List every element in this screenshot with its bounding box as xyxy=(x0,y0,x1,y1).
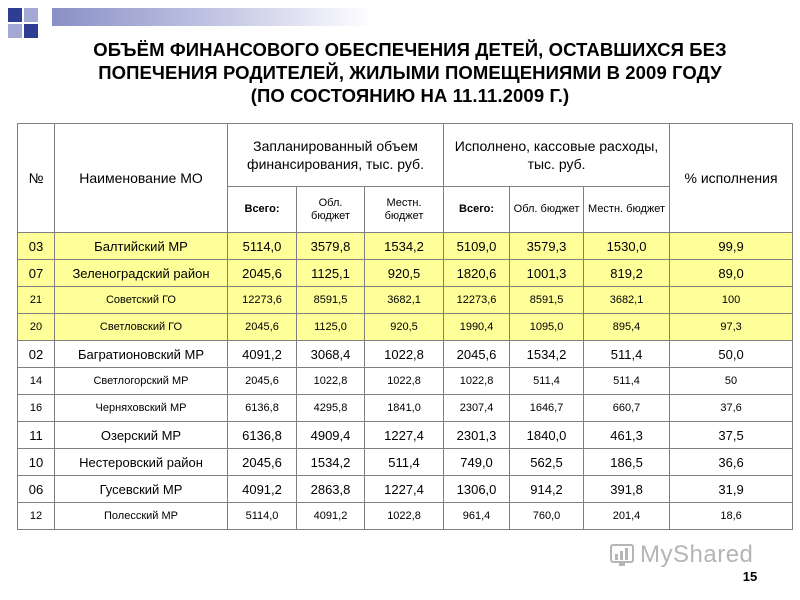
cell-planned-regional: 1125,1 xyxy=(297,260,365,287)
cell-planned-total: 12273,6 xyxy=(228,287,297,314)
cell-percent: 18,6 xyxy=(670,503,793,530)
table-row xyxy=(18,422,793,449)
header-planned-local: Местн. бюджет xyxy=(365,187,444,233)
decor-square xyxy=(8,8,22,22)
cell-percent: 50 xyxy=(670,368,793,395)
cell-planned-regional: 4909,4 xyxy=(297,422,365,449)
cell-executed-total: 1022,8 xyxy=(444,368,510,395)
cell-executed-total: 1820,6 xyxy=(444,260,510,287)
cell-planned-regional: 8591,5 xyxy=(297,287,365,314)
cell-executed-regional: 1534,2 xyxy=(510,341,584,368)
cell-planned-total: 5114,0 xyxy=(228,503,297,530)
cell-planned-total: 2045,6 xyxy=(228,314,297,341)
cell-percent: 31,9 xyxy=(670,476,793,503)
cell-planned-local: 1534,2 xyxy=(365,233,444,260)
cell-number: 14 xyxy=(18,368,55,395)
chart-logo-icon xyxy=(610,542,636,568)
cell-executed-local: 819,2 xyxy=(584,260,670,287)
cell-executed-regional: 3579,3 xyxy=(510,233,584,260)
cell-executed-local: 511,4 xyxy=(584,341,670,368)
table-row xyxy=(18,368,793,395)
cell-name: Зеленоградский район xyxy=(55,260,228,287)
cell-executed-regional: 562,5 xyxy=(510,449,584,476)
cell-percent: 37,6 xyxy=(670,395,793,422)
cell-number: 10 xyxy=(18,449,55,476)
cell-percent: 97,3 xyxy=(670,314,793,341)
cell-planned-local: 511,4 xyxy=(365,449,444,476)
financing-table xyxy=(17,123,793,530)
cell-name: Советский ГО xyxy=(55,287,228,314)
cell-executed-total: 5109,0 xyxy=(444,233,510,260)
cell-executed-total: 12273,6 xyxy=(444,287,510,314)
cell-executed-regional: 8591,5 xyxy=(510,287,584,314)
cell-name: Гусевский МР xyxy=(55,476,228,503)
cell-planned-regional: 3579,8 xyxy=(297,233,365,260)
cell-executed-regional: 914,2 xyxy=(510,476,584,503)
cell-executed-local: 201,4 xyxy=(584,503,670,530)
cell-executed-total: 961,4 xyxy=(444,503,510,530)
cell-executed-regional: 1840,0 xyxy=(510,422,584,449)
table-row xyxy=(18,314,793,341)
cell-number: 20 xyxy=(18,314,55,341)
cell-percent: 37,5 xyxy=(670,422,793,449)
cell-executed-local: 461,3 xyxy=(584,422,670,449)
cell-executed-local: 186,5 xyxy=(584,449,670,476)
cell-executed-local: 895,4 xyxy=(584,314,670,341)
cell-planned-local: 1227,4 xyxy=(365,476,444,503)
decor-square xyxy=(24,24,38,38)
decor-stripe xyxy=(52,8,372,26)
cell-executed-local: 3682,1 xyxy=(584,287,670,314)
page-number: 15 xyxy=(742,569,758,584)
cell-planned-local: 1022,8 xyxy=(365,341,444,368)
cell-name: Полесский МР xyxy=(55,503,228,530)
cell-planned-local: 1022,8 xyxy=(365,368,444,395)
table-row xyxy=(18,341,793,368)
header-number: № xyxy=(18,124,55,233)
table-row xyxy=(18,233,793,260)
table-row xyxy=(18,476,793,503)
cell-percent: 50,0 xyxy=(670,341,793,368)
table-row xyxy=(18,449,793,476)
cell-planned-regional: 4295,8 xyxy=(297,395,365,422)
header-planned-total: Всего: xyxy=(228,187,297,233)
cell-number: 06 xyxy=(18,476,55,503)
cell-planned-regional: 1125,0 xyxy=(297,314,365,341)
cell-executed-total: 749,0 xyxy=(444,449,510,476)
table-row xyxy=(18,395,793,422)
cell-name: Балтийский МР xyxy=(55,233,228,260)
cell-planned-local: 920,5 xyxy=(365,314,444,341)
header-planned-regional: Обл. бюджет xyxy=(297,187,365,233)
header-executed-total: Всего: xyxy=(444,187,510,233)
cell-number: 03 xyxy=(18,233,55,260)
title-line-3: (ПО СОСТОЯНИЮ НА 11.11.2009 Г.) xyxy=(250,85,570,106)
decor-square xyxy=(24,8,38,22)
cell-planned-local: 920,5 xyxy=(365,260,444,287)
cell-planned-regional: 4091,2 xyxy=(297,503,365,530)
cell-executed-regional: 1646,7 xyxy=(510,395,584,422)
cell-planned-total: 2045,6 xyxy=(228,449,297,476)
cell-executed-local: 1530,0 xyxy=(584,233,670,260)
cell-executed-local: 391,8 xyxy=(584,476,670,503)
cell-executed-regional: 760,0 xyxy=(510,503,584,530)
cell-executed-regional: 1095,0 xyxy=(510,314,584,341)
cell-planned-total: 2045,6 xyxy=(228,260,297,287)
cell-planned-regional: 2863,8 xyxy=(297,476,365,503)
cell-number: 11 xyxy=(18,422,55,449)
cell-name: Светлогорский МР xyxy=(55,368,228,395)
cell-name: Багратионовский МР xyxy=(55,341,228,368)
cell-planned-regional: 1022,8 xyxy=(297,368,365,395)
cell-planned-local: 1022,8 xyxy=(365,503,444,530)
cell-name: Озерский МР xyxy=(55,422,228,449)
cell-number: 02 xyxy=(18,341,55,368)
cell-executed-local: 511,4 xyxy=(584,368,670,395)
cell-executed-total: 1306,0 xyxy=(444,476,510,503)
cell-number: 12 xyxy=(18,503,55,530)
header-name: Наименование МО xyxy=(55,124,228,233)
cell-percent: 89,0 xyxy=(670,260,793,287)
cell-planned-local: 1227,4 xyxy=(365,422,444,449)
title-line-2: ПОПЕЧЕНИЯ РОДИТЕЛЕЙ, ЖИЛЫМИ ПОМЕЩЕНИЯМИ В 2009 ГОДУ xyxy=(98,62,722,83)
table-row xyxy=(18,287,793,314)
cell-planned-regional: 3068,4 xyxy=(297,341,365,368)
header-planned: Запланированный объем финансирования, тыс. руб. xyxy=(228,124,444,187)
cell-executed-regional: 1001,3 xyxy=(510,260,584,287)
cell-planned-total: 5114,0 xyxy=(228,233,297,260)
cell-planned-total: 6136,8 xyxy=(228,395,297,422)
watermark-text: MyShared xyxy=(640,541,754,568)
cell-number: 07 xyxy=(18,260,55,287)
cell-planned-total: 4091,2 xyxy=(228,476,297,503)
cell-percent: 36,6 xyxy=(670,449,793,476)
cell-planned-total: 4091,2 xyxy=(228,341,297,368)
cell-planned-regional: 1534,2 xyxy=(297,449,365,476)
cell-executed-total: 2307,4 xyxy=(444,395,510,422)
cell-percent: 100 xyxy=(670,287,793,314)
table-row xyxy=(18,260,793,287)
cell-number: 21 xyxy=(18,287,55,314)
cell-planned-local: 3682,1 xyxy=(365,287,444,314)
header-executed: Исполнено, кассовые расходы, тыс. руб. xyxy=(444,124,670,187)
cell-executed-total: 1990,4 xyxy=(444,314,510,341)
cell-planned-local: 1841,0 xyxy=(365,395,444,422)
cell-name: Нестеровский район xyxy=(55,449,228,476)
cell-planned-total: 2045,6 xyxy=(228,368,297,395)
cell-executed-total: 2045,6 xyxy=(444,341,510,368)
cell-executed-local: 660,7 xyxy=(584,395,670,422)
title-line-1: ОБЪЁМ ФИНАНСОВОГО ОБЕСПЕЧЕНИЯ ДЕТЕЙ, ОСТАВШИХСЯ БЕЗ xyxy=(93,39,727,60)
cell-number: 16 xyxy=(18,395,55,422)
header-executed-regional: Обл. бюджет xyxy=(510,187,584,233)
table-row xyxy=(18,503,793,530)
cell-percent: 99,9 xyxy=(670,233,793,260)
cell-executed-regional: 511,4 xyxy=(510,368,584,395)
header-executed-local: Местн. бюджет xyxy=(584,187,670,233)
table-body xyxy=(18,233,793,530)
watermark xyxy=(610,540,760,570)
cell-name: Светловский ГО xyxy=(55,314,228,341)
header-percent: % исполнения xyxy=(670,124,793,233)
cell-executed-total: 2301,3 xyxy=(444,422,510,449)
slide-title xyxy=(40,38,780,107)
cell-name: Черняховский МР xyxy=(55,395,228,422)
decor-square xyxy=(8,24,22,38)
cell-planned-total: 6136,8 xyxy=(228,422,297,449)
